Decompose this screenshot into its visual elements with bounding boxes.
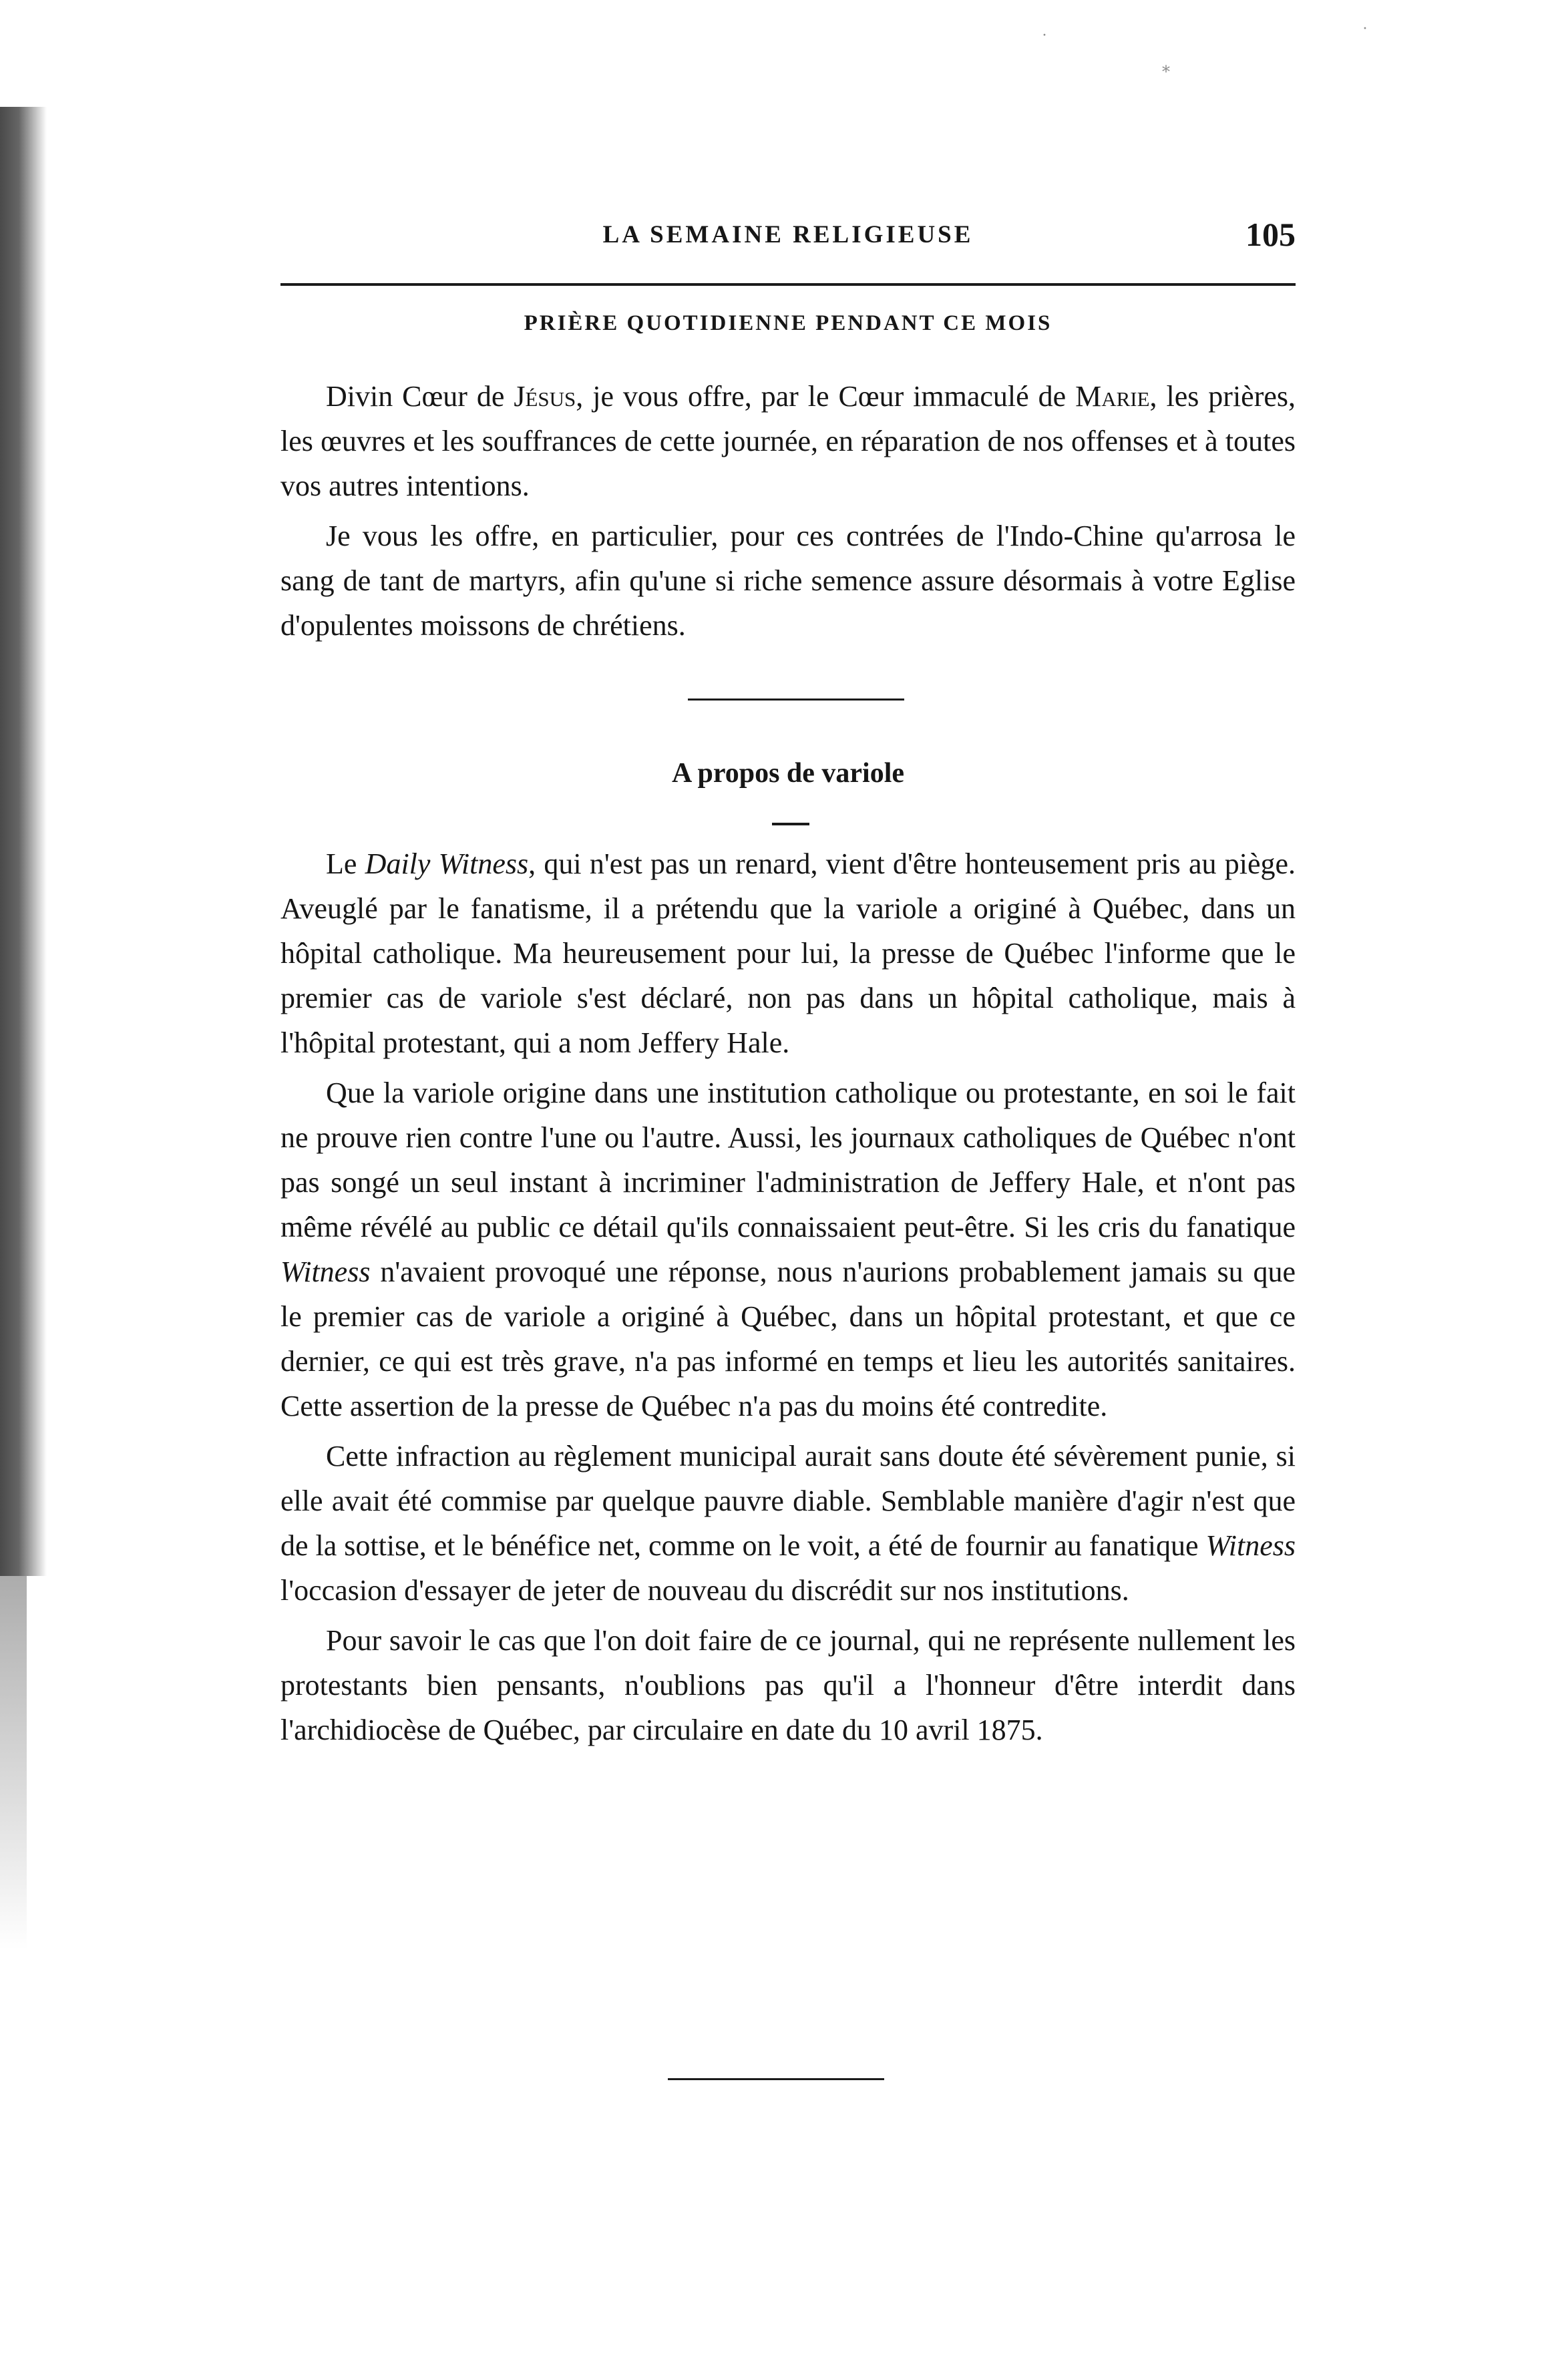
text-run: Cette infraction au règlement municipal aurait sans doute été sévèrement punie, si elle avait été commise par quelque pauvre diable. Semblable manière d'agir n'est que de la sottise, et le bénéfice net, comme on le voit, a été de fournir au fanatique (280, 1440, 1296, 1562)
end-separator (668, 2078, 884, 2080)
scan-speck: · (1362, 20, 1368, 37)
prayer-title: PRIÈRE QUOTIDIENNE PENDANT CE MOIS (524, 311, 1052, 335)
article-title: A propos de variole (671, 758, 905, 789)
running-head (280, 216, 1296, 260)
prayer-paragraph-2: Je vous les offre, en particulier, pour ces contrées de l'Indo-Chine qu'arrosa le sang de tant de martyrs, afin qu'une si riche semence assure désormais à votre Eglise d'opulentes moissons de chrétiens. (280, 520, 1296, 642)
newspaper-name: Witness (1205, 1529, 1296, 1562)
book-spine-fade (0, 1576, 27, 1950)
newspaper-name: Daily Witness (365, 847, 529, 880)
header-rule (280, 283, 1296, 286)
article-paragraph-1 (280, 841, 1296, 1065)
prayer-text (280, 374, 1296, 653)
text-run: , qui n'est pas un renard, vient d'être honteusement pris au piège. Aveuglé par le fanatisme, il a prétendu que la variole a originé à Québec, dans un hôpital catholique. Ma heureusement pour lui, la presse de Québec l'informe que le premier cas de variole s'est déclaré, non pas dans un hôpital catholique, mais à l'hôpital protestant, qui a nom Jeffery Hale. (280, 847, 1296, 1059)
name-jesus: Jésus (514, 380, 576, 413)
text-run: n'avaient provoqué une réponse, nous n'aurions probablement jamais su que le premier cas de variole a originé à Québec, dans un hôpital protestant, et que ce dernier, ce qui est très grave, n'a pas informé en temps et lieu les autorités sanitaires. Cette assertion de la presse de Québec n'a pas du moins été contredite. (280, 1255, 1296, 1422)
article-paragraph-4: Pour savoir le cas que l'on doit faire de ce journal, qui ne représente nullement les protestants bien pensants, n'oublions pas qu'il a l'honneur d'être interdit dans l'archidiocèse de Québec, par circulaire en date du 10 avril 1875. (280, 1624, 1296, 1746)
running-title: LA SEMAINE RELIGIEUSE (602, 221, 974, 248)
scan-speck: ⁎ (1162, 59, 1170, 76)
page-number: 105 (1245, 216, 1296, 253)
text-run: Divin Cœur de (326, 380, 514, 413)
text-run: Le (326, 847, 365, 880)
prayer-paragraph-1 (280, 374, 1296, 508)
article-paragraph-2 (280, 1070, 1296, 1428)
book-spine-shadow (0, 107, 47, 1576)
text-run: , les prières, les œuvres et les souffrances de cette journée, en réparation de nos offenses et à toutes vos autres intentions. (280, 380, 1296, 502)
scan-speck: · (1042, 27, 1047, 44)
title-dash (772, 823, 809, 825)
section-separator (688, 699, 904, 701)
text-run: Que la variole origine dans une institution catholique ou protestante, en soi le fait ne prouve rien contre l'une ou l'autre. Aussi, les journaux catholiques de Québec n'ont pas songé un seul instant à incriminer l'administration de Jeffery Hale, et n'ont pas même révélé au public ce détail qu'ils connaissaient peut-être. Si les cris du fanatique (280, 1076, 1296, 1243)
newspaper-name: Witness (280, 1255, 371, 1288)
name-marie: Marie (1075, 380, 1150, 413)
text-run: , je vous offre, par le Cœur immaculé de (576, 380, 1076, 413)
article-paragraph-3 (280, 1434, 1296, 1613)
article-text (280, 841, 1296, 1758)
text-run: l'occasion d'essayer de jeter de nouveau du discrédit sur nos institutions. (280, 1574, 1129, 1607)
